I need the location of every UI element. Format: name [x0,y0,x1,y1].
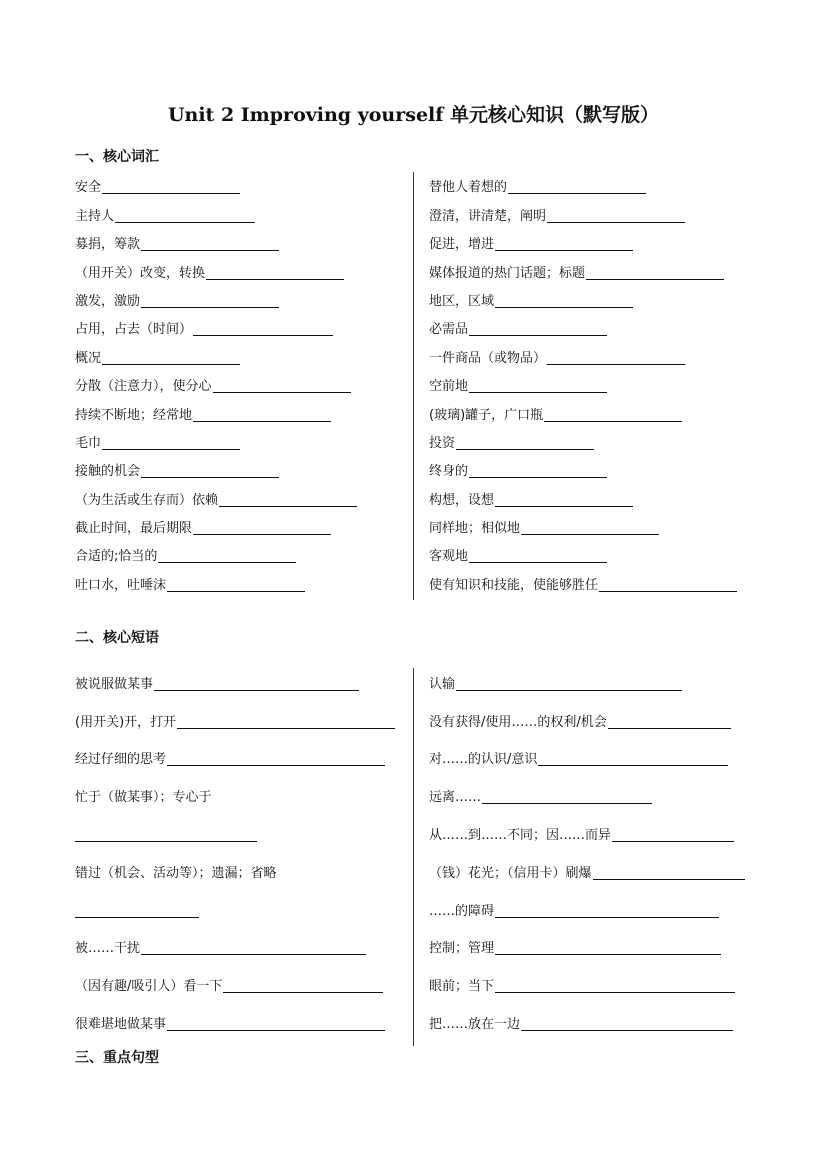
vocab-item: 澄清，讲清楚，阐明 [429,198,737,226]
answer-blank[interactable] [206,279,344,280]
answer-blank[interactable] [469,335,607,336]
answer-blank[interactable] [75,917,199,918]
vocab-item: 必需品 [429,312,737,340]
answer-blank[interactable] [495,917,719,918]
answer-blank[interactable] [495,506,633,507]
answer-blank[interactable] [141,954,366,955]
answer-blank[interactable] [219,506,357,507]
answer-blank[interactable] [193,335,333,336]
vocab-item: 毛巾 [75,426,357,454]
phrase-item: ……的障碍 [429,885,745,923]
vocab-item: 使有知识和技能，使能够胜任 [429,567,737,595]
answer-blank[interactable] [223,992,383,993]
section-heading-vocab: 一、核心词汇 [75,149,159,165]
answer-blank[interactable] [608,728,731,729]
vocab-item: 截止时间，最后期限 [75,511,357,539]
vocab-left-column [75,170,357,596]
answer-blank[interactable] [167,765,385,766]
phrase-item: 认输 [429,658,745,696]
vocab-item: 一件商品（或物品） [429,340,737,368]
phrase-item [75,885,395,923]
vocab-item: 接触的机会 [75,454,357,482]
phrases-left-column [75,658,395,1036]
vocab-item: 客观地 [429,539,737,567]
phrase-item: (用开关)开，打开 [75,696,395,734]
vocab-item: 促进，增进 [429,227,737,255]
vocab-item: 替他人着想的 [429,170,737,198]
answer-blank[interactable] [599,591,737,592]
vocab-item: 媒体报道的热门话题；标题 [429,255,737,283]
page-title: Unit 2 Improving yourself 单元核心知识（默写版） [167,104,660,126]
vocab-item: (玻璃)罐子，广口瓶 [429,397,737,425]
vocab-item: 分散（注意力），使分心 [75,369,357,397]
vocab-item: 同样地；相似地 [429,511,737,539]
answer-blank[interactable] [593,879,745,880]
answer-blank[interactable] [508,193,646,194]
vocab-item: 终身的 [429,454,737,482]
answer-blank[interactable] [495,954,721,955]
phrase-item: 很难堪地做某事 [75,998,395,1036]
phrase-item: （因有趣/吸引人）看一下 [75,960,395,998]
answer-blank[interactable] [538,765,728,766]
vocab-item: 空前地 [429,369,737,397]
vocab-item: 激发，激励 [75,284,357,312]
answer-blank[interactable] [495,992,735,993]
phrase-item: 对……的认识/意识 [429,734,745,772]
answer-blank[interactable] [75,841,257,842]
answer-blank[interactable] [521,534,659,535]
answer-blank[interactable] [141,477,279,478]
answer-blank[interactable] [193,421,331,422]
section-heading-phrases: 二、核心短语 [75,630,159,646]
answer-blank[interactable] [469,477,607,478]
column-divider [413,668,414,1046]
vocab-item: 概况 [75,340,357,368]
phrase-item: 被……干扰 [75,923,395,961]
answer-blank[interactable] [115,222,255,223]
vocab-item: 占用，占去（时间） [75,312,357,340]
answer-blank[interactable] [547,222,685,223]
answer-blank[interactable] [154,690,359,691]
answer-blank[interactable] [141,307,279,308]
answer-blank[interactable] [167,1030,385,1031]
answer-blank[interactable] [193,534,331,535]
phrase-item: 被说服做某事 [75,658,395,696]
answer-blank[interactable] [213,392,351,393]
vocab-item: （用开关）改变，转换 [75,255,357,283]
answer-blank[interactable] [102,449,240,450]
phrase-item: 眼前；当下 [429,960,745,998]
answer-blank[interactable] [102,193,240,194]
answer-blank[interactable] [167,591,305,592]
vocab-item: 投资 [429,426,737,454]
phrase-item: 把……放在一边 [429,998,745,1036]
answer-blank[interactable] [482,803,652,804]
vocab-item: 持续不断地；经常地 [75,397,357,425]
answer-blank[interactable] [612,841,734,842]
phrases-right-column [429,658,745,1036]
phrase-item: 从……到……不同；因……而异 [429,809,745,847]
vocab-item: 安全 [75,170,357,198]
answer-blank[interactable] [456,690,682,691]
section-heading-sentences: 三、重点句型 [75,1050,159,1066]
answer-blank[interactable] [495,307,633,308]
answer-blank[interactable] [586,279,724,280]
vocab-item: 地区，区域 [429,284,737,312]
answer-blank[interactable] [544,421,682,422]
answer-blank[interactable] [158,562,296,563]
answer-blank[interactable] [469,392,607,393]
phrase-item: （钱）花光；（信用卡）刷爆 [429,847,745,885]
phrase-item [75,809,395,847]
answer-blank[interactable] [456,449,594,450]
answer-blank[interactable] [495,250,633,251]
phrase-item: 忙于（做某事）；专心于 [75,790,212,806]
phrase-item: 错过（机会、活动等）；遗漏；省略 [75,865,277,881]
answer-blank[interactable] [177,728,395,729]
phrase-item: 经过仔细的思考 [75,734,395,772]
vocab-right-column [429,170,737,596]
answer-blank[interactable] [547,364,685,365]
vocab-item: 主持人 [75,198,357,226]
answer-blank[interactable] [521,1030,733,1031]
answer-blank[interactable] [141,250,279,251]
answer-blank[interactable] [102,364,240,365]
phrase-item: 远离…… [429,771,745,809]
column-divider [413,172,414,600]
answer-blank[interactable] [469,562,607,563]
vocab-item: 吐口水，吐唾沫 [75,567,357,595]
vocab-item: 构想，设想 [429,482,737,510]
vocab-item: 合适的;恰当的 [75,539,357,567]
vocab-item: （为生活或生存而）依赖 [75,482,357,510]
phrase-item: 控制；管理 [429,923,745,961]
phrase-item: 没有获得/使用……的权利/机会 [429,696,745,734]
vocab-item: 募捐，筹款 [75,227,357,255]
